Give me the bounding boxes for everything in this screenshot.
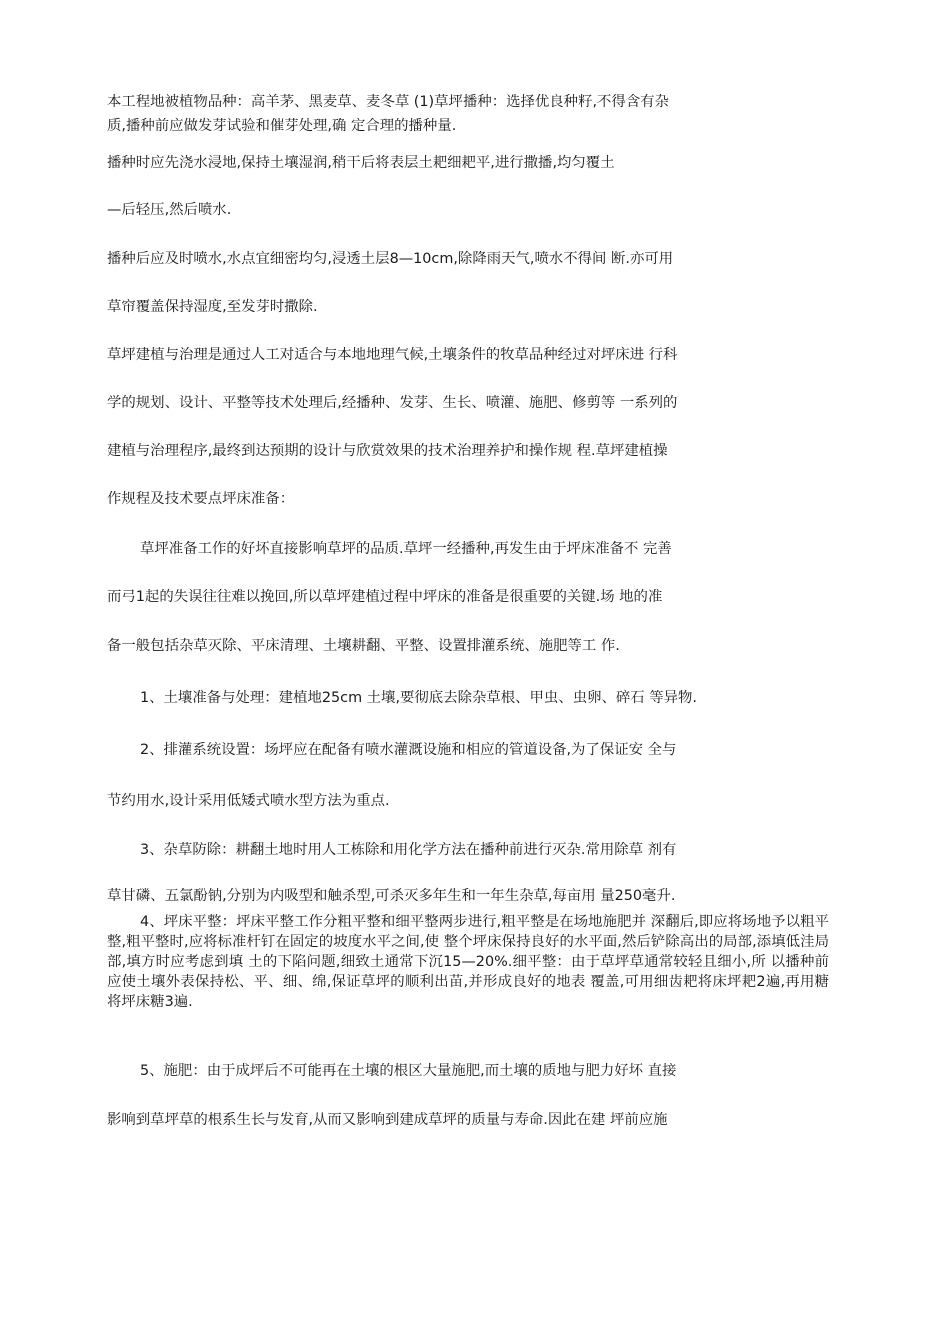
text-line: 本工程地被植物品种：高羊茅、黑麦草、麦冬草 (1)草坪播种：选择优良种籽,不得含有杂 <box>107 94 669 110</box>
text-line: 质,播种前应做发芽试验和催芽处理,确 定合理的播种量. <box>107 118 457 134</box>
paragraph-4: 4、坪床平整：坪床平整工作分粗平整和细平整两步进行,粗平整是在场地施肥并 深翻后,即应将场地予以粗平整,粗平整时,应将标准杆钉在固定的坡度水平之间,使 整个坪床保持良好的水平面,然后铲除高出的局部,添填低洼局部,填方时应考虑到填 土的下陷问题,细致土通常下沉15—20%.细平整：由于草坪草通常较轻且细小,所 以播种前应使土壤外表保持松、平、细、绵,保证草坪的顺利出苗,并形成良好的地表 覆盖,可用细齿耙将床坪耙2遍,再用糖将坪床糖3遍. <box>107 914 829 1010</box>
text-line: 而弓1起的失误往往难以挽回,所以草坪建植过程中坪床的准备是很重要的关键.场 地的准 <box>107 589 663 605</box>
text-line: 影响到草坪草的根系生长与发育,从而又影响到建成草坪的质量与寿命.因此在建 坪前应施 <box>107 1112 668 1128</box>
text-line: 草坪建植与治理是通过人工对适合与本地地理气候,土壤条件的牧草品种经过对坪床进 行科 <box>107 347 678 363</box>
text-line: 节约用水,设计采用低矮式喷水型方法为重点. <box>107 793 390 809</box>
text-line: 草坪准备工作的好坏直接影响草坪的品质.草坪一经播种,再发生由于坪床准备不 完善 <box>140 541 672 557</box>
text-line: 5、施肥：由于成坪后不可能再在土壤的根区大量施肥,而土壤的质地与肥力好坏 直接 <box>140 1063 677 1079</box>
text-line: 作规程及技术要点坪床准备： <box>107 491 295 507</box>
text-line: 1、土壤准备与处理：建植地25cm 土壤,要彻底去除杂草根、甲虫、虫卵、碎石 等异物. <box>140 690 697 706</box>
text-line: 草甘磷、五氯酚钠,分别为内吸型和触杀型,可杀灭多年生和一年生杂草,每亩用 量250毫升. <box>107 888 676 904</box>
text-line: 播种时应先浇水浸地,保持土壤湿润,稍干后将表层土耙细耙平,进行撒播,均匀覆土 <box>107 155 615 171</box>
text-line: —后轻压,然后喷水. <box>107 202 232 218</box>
text-line: 2、排灌系统设置：场坪应在配备有喷水灌溉设施和相应的管道设备,为了保证安 全与 <box>140 742 677 758</box>
text-line: 3、杂草防除：耕翻土地时用人工栋除和用化学方法在播种前进行灭杂.常用除草 剂有 <box>140 842 677 858</box>
text-line: 建植与治理程序,最终到达预期的设计与欣赏效果的技术治理养护和操作规 程.草坪建植操 <box>107 443 668 459</box>
text-line: 学的规划、设计、平整等技术处理后,经播种、发芽、生长、喷灌、施肥、修剪等 一系列的 <box>107 395 678 411</box>
text-line: 草帘覆盖保持湿度,至发芽时撒除. <box>107 299 318 315</box>
text-line: 备一般包括杂草灭除、平床清理、土壤耕翻、平整、设置排灌系统、施肥等工 作. <box>107 638 620 654</box>
text-line: 播种后应及时喷水,水点宜细密均匀,浸透土层8—10cm,除降雨天气,喷水不得间 断.亦可用 <box>107 251 674 267</box>
